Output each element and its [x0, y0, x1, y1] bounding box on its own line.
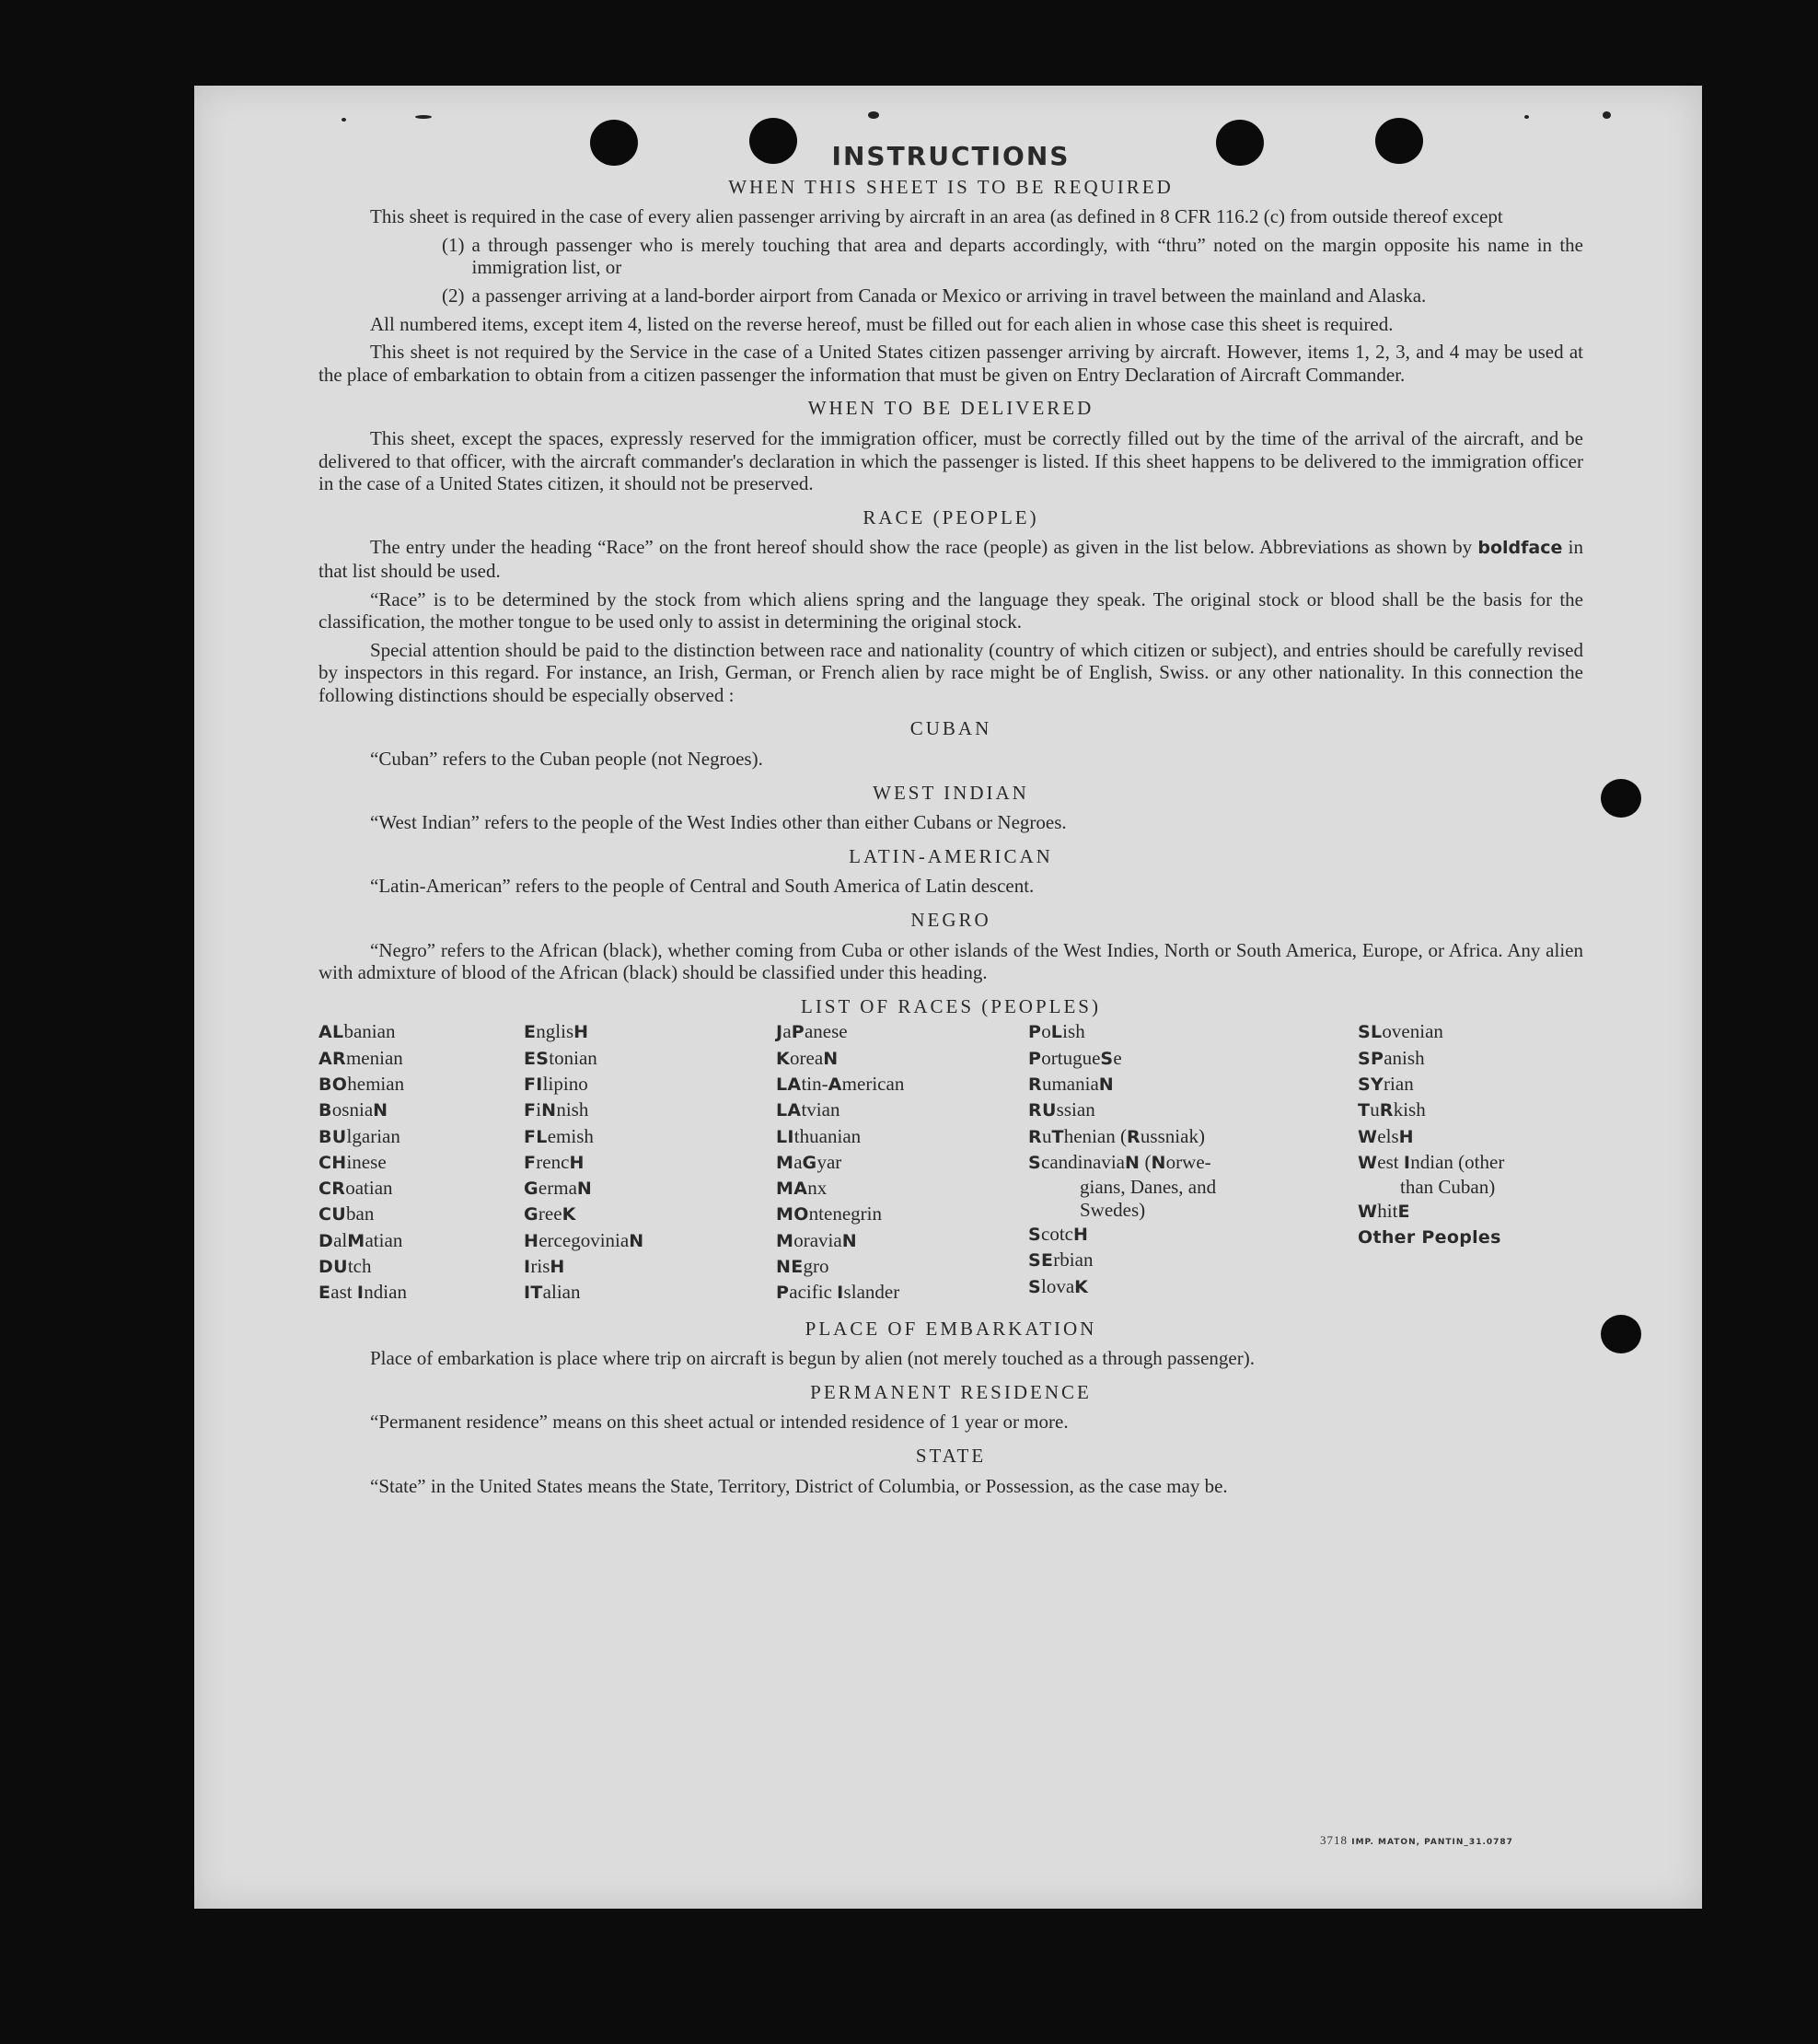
paragraph: Special attention should be paid to the distinction between race and nationality (country of which citizen or subject), and entries should be carefully revised by inspectors in this regard. For instance, an Irish, German, or French alien by race might be of English, Swiss. or any other nationality. In this connection the following distinctions should be especially observed : [318, 638, 1583, 706]
section-heading-residence: PERMANENT RESIDENCE [810, 1380, 1092, 1403]
race-entry: MOntenegrin [776, 1202, 883, 1225]
race-entry: MoraviaN [776, 1228, 857, 1251]
race-entry: LIthuanian [776, 1124, 862, 1147]
paragraph: “Permanent residence” means on this sheet actual or intended residence of 1 year or more. [370, 1411, 1069, 1434]
section-heading-delivered: WHEN TO BE DELIVERED [807, 397, 1094, 420]
race-entry: DUtch [318, 1255, 372, 1278]
race-entry: ALbanian [318, 1020, 396, 1043]
paragraph: Place of embarkation is place where trip on aircraft is begun by alien (not merely touched as a through passenger). [370, 1347, 1255, 1370]
paragraph: “Cuban” refers to the Cuban people (not Negroes). [370, 748, 763, 771]
race-entry: than Cuban) [1400, 1176, 1496, 1199]
race-entry: GermaN [524, 1177, 593, 1200]
race-entry: LAtin-American [776, 1073, 905, 1095]
item-number: (2) [442, 284, 465, 307]
form-number: 3718 [1320, 1833, 1348, 1847]
race-entry: HercegoviniaN [524, 1228, 644, 1251]
race-entry: CUban [318, 1202, 375, 1225]
section-heading-cuban: CUBAN [909, 717, 992, 740]
paragraph: “West Indian” refers to the people of the West Indies other than either Cubans or Negroes. [370, 811, 1067, 834]
races-column [1028, 1019, 1358, 1306]
race-entry: WelsH [1358, 1124, 1414, 1147]
race-entry: FIlipino [524, 1073, 588, 1095]
race-entry: RuThenian (Russniak) [1028, 1124, 1205, 1147]
punch-hole [1601, 1315, 1641, 1353]
paragraph: “State” in the United States means the State, Territory, District of Columbia, or Possession, as the case may be. [370, 1474, 1228, 1497]
race-entry: TuRkish [1358, 1098, 1426, 1121]
race-entry: BosniaN [318, 1098, 388, 1121]
section-heading-state: STATE [915, 1445, 987, 1468]
section-heading-embarkation: PLACE OF EMBARKATION [805, 1317, 1097, 1340]
printer-mark [1320, 1833, 1513, 1848]
document-body [318, 141, 1584, 1503]
race-entry: BOhemian [318, 1073, 405, 1095]
section-heading-latin-american: LATIN-AMERICAN [849, 844, 1053, 867]
race-entry: Swedes) [1080, 1199, 1146, 1222]
list-item [318, 285, 1583, 308]
race-entry: FLemish [524, 1124, 594, 1147]
paragraph: This sheet is required in the case of every alien passenger arriving by aircraft in an area (as defined in 8 CFR 116.2 (c) from outside thereof except [370, 205, 1503, 228]
race-entry: SPanish [1358, 1046, 1425, 1069]
race-entry: ITalian [524, 1281, 581, 1304]
races-list [318, 1019, 1583, 1306]
race-entry: RumaniaN [1028, 1073, 1114, 1095]
race-entry: SLovenian [1358, 1020, 1443, 1043]
paragraph [318, 536, 1583, 582]
speck [1603, 111, 1611, 119]
section-heading-race: RACE (PEOPLE) [863, 505, 1039, 528]
speck [342, 118, 346, 122]
race-entry: CHinese [318, 1150, 387, 1173]
race-entry: RUssian [1028, 1098, 1095, 1121]
races-column [1358, 1019, 1583, 1306]
race-entry: Other Peoples [1358, 1227, 1501, 1248]
race-entry: WhitE [1358, 1200, 1410, 1223]
punch-hole [1601, 779, 1641, 818]
race-entry: ScotcH [1028, 1223, 1089, 1246]
text-span: The entry under the heading “Race” on the front hereof should show the race (people) as given in the list below. Abbreviations as shown by [370, 536, 1473, 559]
race-entry: FrencH [524, 1150, 585, 1173]
races-column [524, 1019, 776, 1306]
speck [1524, 115, 1529, 119]
race-entry: ScandinaviaN (Norwe- [1028, 1150, 1211, 1173]
race-entry: Pacific Islander [776, 1281, 900, 1304]
race-entry: GreeK [524, 1202, 576, 1225]
race-entry: ARmenian [318, 1046, 403, 1069]
race-entry: SYrian [1358, 1073, 1414, 1095]
speck [868, 111, 879, 119]
paragraph: “Latin-American” refers to the people of Central and South America of Latin descent. [370, 875, 1035, 898]
section-heading-west-indian: WEST INDIAN [873, 781, 1029, 804]
race-entry: PoLish [1028, 1020, 1085, 1043]
section-heading-negro: NEGRO [910, 909, 991, 932]
item-text: a passenger arriving at a land-border airport from Canada or Mexico or arriving in travel between the mainland and Alaska. [471, 284, 1427, 307]
list-item [318, 234, 1583, 279]
race-entry: JaPanese [776, 1020, 848, 1043]
speck [415, 115, 432, 119]
race-entry: CRoatian [318, 1177, 393, 1200]
race-entry: gians, Danes, and [1080, 1176, 1217, 1199]
race-entry: LAtvian [776, 1098, 840, 1121]
section-heading-list-of-races: LIST OF RACES (PEOPLES) [801, 994, 1101, 1017]
race-entry: IrisH [524, 1255, 565, 1278]
race-entry: SlovaK [1028, 1274, 1089, 1297]
race-entry: EnglisH [524, 1020, 589, 1043]
race-entry: East Indian [318, 1281, 407, 1304]
item-number: (1) [442, 233, 465, 256]
race-entry: FiNnish [524, 1098, 589, 1121]
race-entry: EStonian [524, 1046, 597, 1069]
race-entry: West Indian (other [1358, 1150, 1505, 1173]
races-column [318, 1019, 524, 1306]
paragraph: This sheet, except the spaces, expressly reserved for the immigration officer, must be correctly filled out by the time of the arrival of the aircraft, and be delivered to that officer, with the aircraft commander's declaration in which the passenger is listed. If this sheet happens to be delivered to the immigration officer in the case of a United States citizen, it should not be preserved. [318, 426, 1583, 495]
race-entry: MAnx [776, 1177, 828, 1200]
paragraph: All numbered items, except item 4, listed on the reverse hereof, must be filled out for each alien in whose case this sheet is required. [370, 312, 1394, 335]
text-span: in that list should be used. [318, 536, 1584, 582]
printer-name: IMP. MATON, PANTIN_31.0787 [1351, 1838, 1513, 1847]
race-entry: KoreaN [776, 1046, 839, 1069]
section-heading-required: WHEN THIS SHEET IS TO BE REQUIRED [728, 175, 1174, 198]
race-entry: MaGyar [776, 1150, 842, 1173]
paragraph: This sheet is not required by the Service in the case of a United States citizen passenger arriving by aircraft. However, items 1, 2, 3, and 4 may be used at the place of embarkation to obtain from a citizen passenger the information that must be given on Entry Declaration of Aircraft Commander. [318, 341, 1583, 386]
race-entry: PortugueSe [1028, 1046, 1122, 1069]
race-entry: BUlgarian [318, 1124, 400, 1147]
page-title: INSTRUCTIONS [831, 141, 1071, 171]
races-column [776, 1019, 1028, 1306]
paragraph: “Race” is to be determined by the stock from which aliens spring and the language they speak. The original stock or blood shall be the basis for the classification, the mother tongue to be used only to assist in determining the original stock. [318, 587, 1583, 633]
item-text: a through passenger who is merely touching that area and departs accordingly, with “thru” noted on the margin opposite his name in the immigration list, or [471, 233, 1583, 279]
paragraph: “Negro” refers to the African (black), whether coming from Cuba or other islands of the West Indies, North or South America, Europe, or Africa. Any alien with admixture of blood of the African (black) should be classified under this heading. [318, 938, 1583, 984]
race-entry: DalMatian [318, 1228, 403, 1251]
race-entry: SErbian [1028, 1248, 1094, 1272]
bold-word: boldface [1477, 538, 1563, 559]
race-entry: NEgro [776, 1255, 829, 1278]
